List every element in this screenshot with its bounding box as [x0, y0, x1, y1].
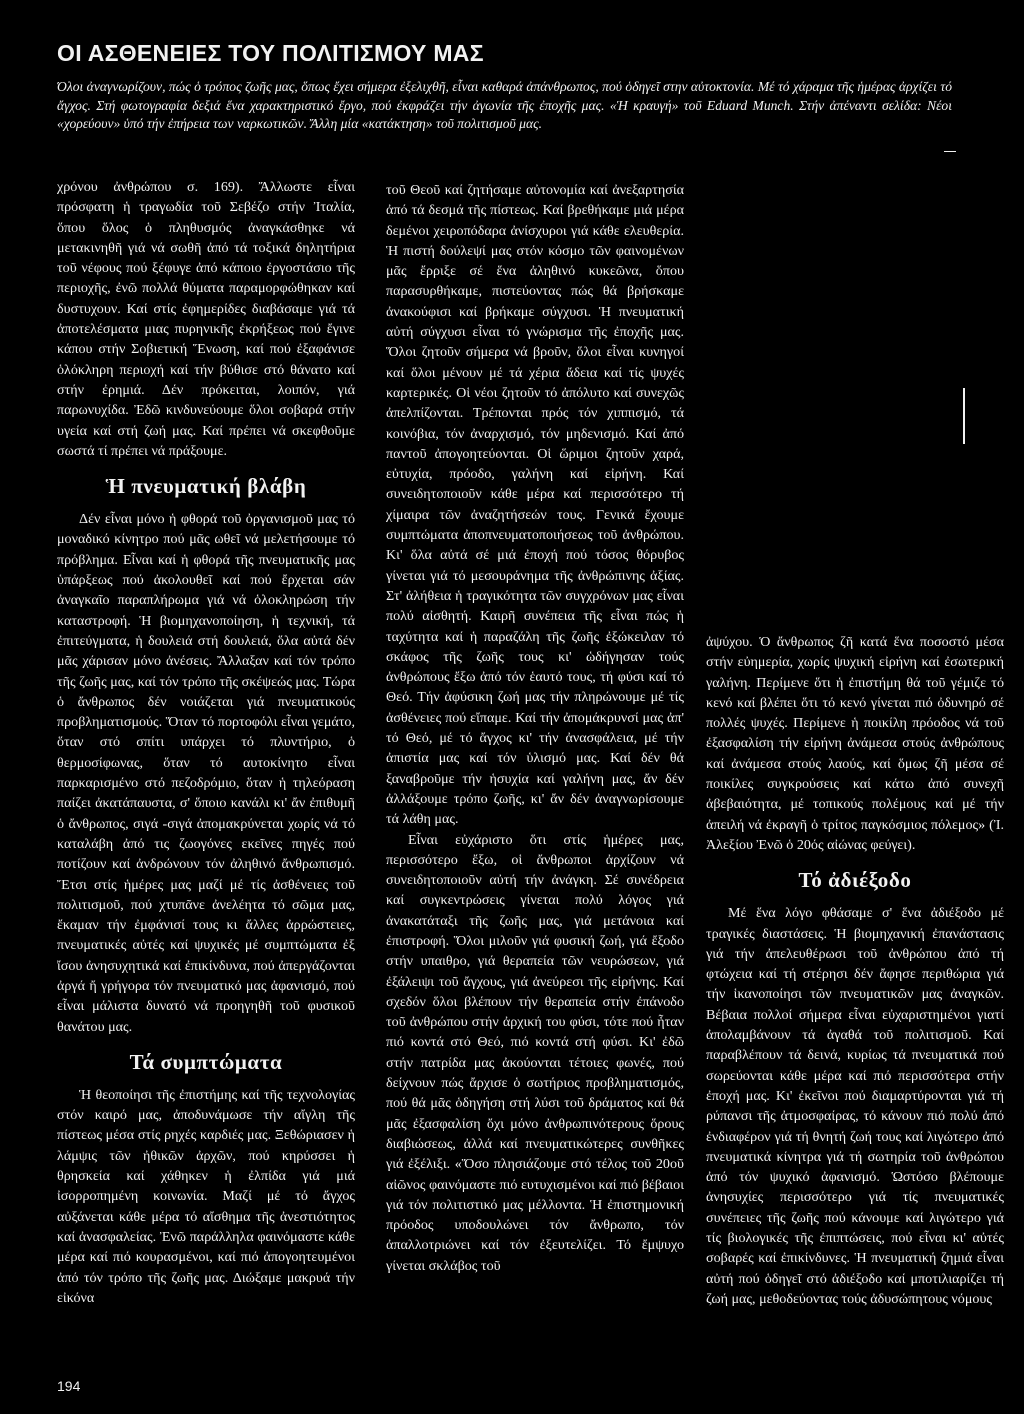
intro-caption: Όλοι ἀναγνωρίζουν, πώς ὁ τρόπος ζωῆς μας, ὅπως ἔχει σήμερα ἐξελιχθῆ, εἶναι καθαρά ἀπάνθρωπος, πού ὁδηγεῖ στην αὐτοκτονία. Μέ τό χάραμα τῆς ἡμέρας ἀρχίζει τό ἄγχος. Στή φωτογραφία δεξιά ἕνα χαρακτηριστικό ἔργο, πού ἐκφράζει τήν ἀγωνία τῆς ἐποχῆς μας. «Ἡ κραυγή» τοῦ Eduard Munch. Στήν ἀπέναντι σελίδα: Νέοι «χορεύουν» ὑπό τήν ἐπήρεια των ναρκωτικῶν. Ἄλλη μία «κατάκτηση» τοῦ πολιτισμοῦ μας.: [57, 79, 952, 132]
paragraph: Μέ ἕνα λόγο φθάσαμε σ' ἕνα ἀδιέξοδο μέ τραγικές διαστάσεις. Ἡ βιομηχανική ἐπανάστασις γιά τήν ἀπελευθέρωσι τοῦ ἀνθρώπου ἀπό τή φτώχεια καί τή στέρησι δέν ἄφησε περιθώρια γιά τήν ἱκανοποίησι τῶν πνευματικῶν μας ἀναγκῶν. Βέβαια πολλοί σήμερα εἶναι εὐχαριστημένοι γιατί ἀπολαμβάνουν τά ἀγαθά τοῦ πολιτισμοῦ. Καί παραβλέπουν τά δεινά, κυρίως τά πνευματικά πού σωρεύονται κάθε μέρα καί πιό περισσότερα στήν ἐποχή μας. Κι' ἐκεῖνοι πού διαμαρτύρονται γιά τή ρύπανσι τῆς ἀτμοσφαίρας, τό κάνουν πιό πολύ ἀπό ἐνδιαφέρον γιά τή θνητή ζωή τους καί λιγώτερο ἀπό πνευματικά κίνητρα γιά τή σωτηρία τοῦ ἀνθρώπου ἀπό τόν ψυχικό ἀφανισμό. Ὡστόσο βλέπουμε ἀνησυχίες περισσότερο γιά τίς πνευματικές συνέπειες τῆς ζωῆς πού κάνουμε καί λιγώτερο γιά τίς βιολογικές τῆς ἐπιπτώσεις, πού εἶναι κι' αὐτές σοβαρές καί ἐπικίνδυνες. Ἡ πνευματική ζημιά εἶναι αὐτή πού ὁδηγεῖ στό ἀδιέξοδο καί μποτιλιαρίζει τή ζωή μας, μεθοδεύοντας τούς ἀδυσώπητους νόμους: [706, 905, 1004, 1307]
paragraph: χρόνου ἀνθρώπου σ. 169). Ἄλλωστε εἶναι πρόσφατη ἡ τραγωδία τοῦ Σεβέζο στήν Ἰταλία, ὅπου ὅλος ὁ πληθυσμός ἀναγκάσθηκε νά μετακινηθῆ γιά νά σωθῆ ἀπό τά τοξικά δηλητήρια τοῦ νέφους πού ξέφυγε ἀπό κάποιο ἐργοστάσιο τῆς περιοχῆς, ἐνῶ πολλά θύματα παραμορφώθηκαν καί δυστυχουν. Καί στίς ἐφημερίδες διαβάσαμε γιά τά ἀποτελέσματα μιας πυρηνικῆς ἐκρήξεως πού ἔγινε κάπου στήν Σοβιετική Ἕνωση, καί πού ἐξαφάνισε ὁλόκληρη περιοχή καί τήν βύθισε στό θάνατο καί στήν ἐρημιά. Δέν πρόκειται, λοιπόν, γιά παρωνυχίδα. Ἐδῶ κινδυνεύουμε ὅλοι σοβαρά στήν υγεία καί στή ζωή μας. Καί πρέπει νά σκεφθοῦμε σωστά τί πρέπει νά πράξουμε.: [57, 179, 355, 459]
edge-mark: [944, 151, 956, 152]
edge-mark: [963, 388, 965, 444]
paragraph: Εἶναι εὐχάριστο ὅτι στίς ἡμέρες μας, περισσότερο ἔξω, οἱ ἄνθρωποι ἀρχίζουν νά συνειδητοποιοῦν αὐτή τήν ἀνάγκη. Σέ συνέδρεια καί συγκεντρώσεις γίνεται πολύ λόγος γιά ἀνακατάταξι τῆς ζωῆς μας, γιά μετάνοια καί ἐπιστροφή. Ὅλοι μιλοῦν γιά φυσική ζωή, γιά ἔξοδο στήν υπαιθρο, γιά θεραπεία τῶν νευρώσεων, γιά ἐξάλειψι τοῦ ἄγχους, γιά ἀνεύρεσι τῆς εἰρήνης. Καί σχεδόν ὅλοι βλέπουν τήν θεραπεία στήν ἐπάνοδο τοῦ ἀνθρώπου στήν ἀρχική του φύσι, τότε πού ἦταν πιό κοντά στό Θεό, πιό κοντά στή φύσι. Κι' ἐδῶ στήν πατρίδα μας ἀκούονται τέτοιες φωνές, πού δείχνουν πώς ἄρχισε ὁ σωτήριος προβληματισμός, πού θά μᾶς ὁδηγήση στή λύσι τοῦ δράματος καί θά μᾶς ἐξασφαλίση ὄχι μόνο ἀνθρωπινότερους ὅρους διαβιώσεως, ἀλλά καί πνευματικώτερες συνθῆκες γιά ἐξέλιξι. «Ὅσο πλησιάζουμε στό τέλος τοῦ 20οῦ αἰῶνος φαινόμαστε πιό ευτυχισμένοι καί πιό βέβαιοι γιά τόν πολιτιστικό μας μέλλοντα. Ἡ ἐπιστημονική πρόοδος υποδουλώνει τόν ἄνθρωπο, τόν ἀπαλλοτριώνει καί τόν ἐξευτελίζει. Τό ἔμψυχο γίνεται σκλάβος τοῦ: [386, 831, 684, 1274]
section-heading-spiritual-damage: Ἡ πνευματική βλάβη: [105, 474, 307, 499]
paragraph: Ἡ θεοποίησι τῆς ἐπιστήμης καί τῆς τεχνολογίας στόν καιρό μας, ἀποδυνάμωσε τήν αἴγλη τῆς πίστεως μέσα στίς ρηχές καρδιές μας. Ξεθώριασεν ἡ λάμψις τῶν ἠθικῶν ἀρχῶν, πού κηρύσσει ἡ θρησκεία καί χάθηκεν ἡ ἐλπίδα γιά μιά ἰσορροπημένη κοινωνία. Μαζί μέ τό ἄγχος αὐξάνεται κάθε μέρα τό αἴσθημα τῆς ἀνεστιότητος καί ἀνασφαλείας. Ἐνῶ παράλληλα φαινόμαστε κάθε μέρα καί πιό κουρασμένοι, καί πιό ἀπογοητευμένοι ἀπό τόν τρόπο τῆς ζωῆς μας. Διώξαμε μακρυά τήν εἰκόνα: [57, 1086, 355, 1306]
page-title: ΟΙ ΑΣΘΕΝΕΙΕΣ ΤΟΥ ΠΟΛΙΤΙΣΜΟΥ ΜΑΣ: [57, 40, 484, 66]
column-1: [57, 177, 355, 1308]
column-3: [706, 632, 1004, 1309]
section-heading-symptoms: Τά συμπτώματα: [129, 1049, 283, 1074]
section-heading-dead-end: Τό ἀδιέξοδο: [798, 868, 912, 893]
page-number: 194: [57, 1378, 81, 1394]
paragraph: ἀψύχου. Ὁ ἄνθρωπος ζῆ κατά ἕνα ποσοστό μέσα στήν εὐημερία, χωρίς ψυχική εἰρήνη καί ἐσωτερική γαλήνη. Περίμενε ὅτι ἡ ἐπιστήμη θά τοῦ γέμιζε τό κενό καί βλέπει ὅτι τό κενό γίνεται πιό ὀδυνηρό σέ πολλές ψυχές. Περίμενε ἡ ποικίλη πρόοδος νά τοῦ ἐξασφαλίση τήν εἰρήνη ἀνάμεσα στούς ἀνθρώπους καί ἀνάμεσα στούς λαούς, καί ὅμως ζῆ μέσα σέ ποικίλες συγκρούσεις καί κάτω ἀπό συνεχῆ ἀβεβαιότητα, μέ τοπικούς πολέμους καί μέ τήν ἀπειλή νά ἐκραγῆ ὁ τρίτος παγκόσμιος πόλεμος» (Ἰ. Ἀλεξίου Ἐνῶ ὁ 20ός αἰώνας φεύγει).: [706, 634, 1004, 853]
paragraph: Δέν εἶναι μόνο ἡ φθορά τοῦ ὀργανισμοῦ μας τό μοναδικό κίνητρο πού μᾶς ωθεῖ νά μελετήσουμε τό πρόβλημα. Εἶναι καί ἡ φθορά τῆς πνευματικῆς μας ὑπάρξεως πού ἀκολουθεῖ καί πού ἔρχεται σάν ἀναγκαῖο παραπλήρωμα γιά νά ὁλοκληρώση τήν καταστροφή. Ἡ βιομηχανοποίηση, ἡ τεχνική, τά ἐπιτεύγματα, ἡ δουλειά στή δουλειά, ὅλα αὐτά δέν μᾶς χάρισαν μόνο ἀνέσεις. Ἄλλαξαν καί τόν τρόπο τῆς ζωῆς μας, καί τόν τρόπο τῆς σκέψεώς μας. Τώρα ὁ ἄνθρωπος δέν νοιάζεται γιά πνευματικούς προβληματισμούς. Ὅταν τό πορτοφόλι εἶναι γεμάτο, ὅταν στό σπίτι υπάρχει τό πλυντήριο, ὁ θερμοσίφωνας, ὅταν τό αυτοκίνητο εἶναι παρκαρισμένο στό πεζοδρόμιο, ὅταν ἡ τηλεόραση παίζει ἀκατάπαυστα, σ' ὅποιο κανάλι κι' ἄν ἐπιθυμῆ ὁ ἄνθρωπος, σιγά -σιγά ἀπομακρύνεται χωρίς νά τό καταλάβη ἀπό τις ζωογόνες εκεῖνες πηγές πού ποτίζουν καί ἀνδρώνουν τόν ἀληθινό ἄνθρωπισμό. Ἔτσι στίς ἡμέρες μας μαζί μέ τίς ἀσθένειες τοῦ πολιτισμοῦ, πού χτυπᾶνε ἀνελέητα τό σῶμα μας, ἔκαμαν τήν ἐμφάνισί τους κι ἄλλες ἀρρώστειες, πνευματικές αὐτές καί ψυχικές μέ συμπτώματα ἐξ ἴσου ἀνησυχητικά καί ἐπικίνδυνα, πού ἀπεργάζονται ἀργά ἤ γρήγορα τόν πνευματικό μας ἀφανισμό, πού εἶναι μάλιστα δυνατό νά προηγηθῆ τοῦ φυσικοῦ θανάτου μας.: [57, 511, 355, 1035]
column-2: [386, 180, 684, 1276]
paragraph: τοῦ Θεοῦ καί ζητήσαμε αὐτονομία καί ἀνεξαρτησία ἀπό τά δεσμά τῆς πίστεως. Καί βρεθήκαμε μιά μέρα δεμένοι χειροπόδαρα ἀνίσχυροι γιά κάθε ελευθερία. Ἡ πιστή δούλεψί μας στόν κόσμο τῶν φαινομένων μᾶς ἔρριξε σέ ἕνα ἀληθινό κυκεῶνα, ὅπου παρασυρθήκαμε, πιστεύοντας πώς θά βρήσκαμε ἀνακούφισι καί βρήκαμε σύγχυσι. Ἡ πνευματική αὐτή σύγχυσι εἶναι τό γνώρισμα τῆς ἐποχῆς μας. Ὅλοι ζητοῦν σήμερα νά βροῦν, ὅλοι εἶναι κυνηγοί καί ὅλοι μένουν μέ τά χέρια ἄδεια καί τίς ψυχές καρτερικές. Οἱ νέοι ζητοῦν τό ἀπόλυτο καί συνεχῶς ἀπελπίζονται. Τρέπονται πρός τόν χιππισμό, τά κοινόβια, τόν ἀναρχισμό, τόν μηδενισμό. Καί ἀπό παντοῦ ἀπογοητεύονται. Οἱ ὥριμοι ζητοῦν χαρά, εὐτυχία, πρόοδο, γαλήνη καί εἰρήνη. Καί συνειδητοποιοῦν κάθε μέρα καί περισσότερο τή χίμαιρα τῶν ἀναζητήσεών τους. Γενικά ἔχουμε συμπτώματα ἀποπνευματοποιήσεως τοῦ ἀνθρώπου. Κι' ὅλα αὐτά σέ μιά ἐποχή πού τόσος θόρυβος γίνεται γιά τό μεσουράνημα τῆς ἀνθρώπινης ἀξίας. Στ' ἀλήθεια ἡ τραγικότητα τῶν συγχρόνων μας εἶναι πολύ αἰσθητή. Καιρῆ συνέπεια τῆς εἶναι πώς ἡ ταχύτητα καί ἡ παραζάλη τῆς ζωῆς ἐξώκειλαν τό σκάφος τῆς ζωῆς τους κι' ὡδήγησαν τούς ἀνθρώπους ἔξω ἀπό τόν ἑαυτό τους, τή φύσι καί τό Θεό. Τήν ἀφύσικη ζωή μας τήν πληρώνουμε μέ τίς ἀσθένειες πού εἴπαμε. Καί τήν ἀπομάκρυνσί μας ἀπ' τό Θεό, μέ τό ἄγχος κι' τήν ἀνασφάλεια, μέ τήν ἀπιστία μας καί τόν ὑλισμό μας. Καί δέν θά ξαναβροῦμε τήν ἡσυχία καί γαλήνη μας, ἄν δέν ἀλλάξουμε τρόπο ζωῆς, κι' ἄν δέν ἀναγνωρίσουμε τά λάθη μας.: [386, 182, 684, 828]
